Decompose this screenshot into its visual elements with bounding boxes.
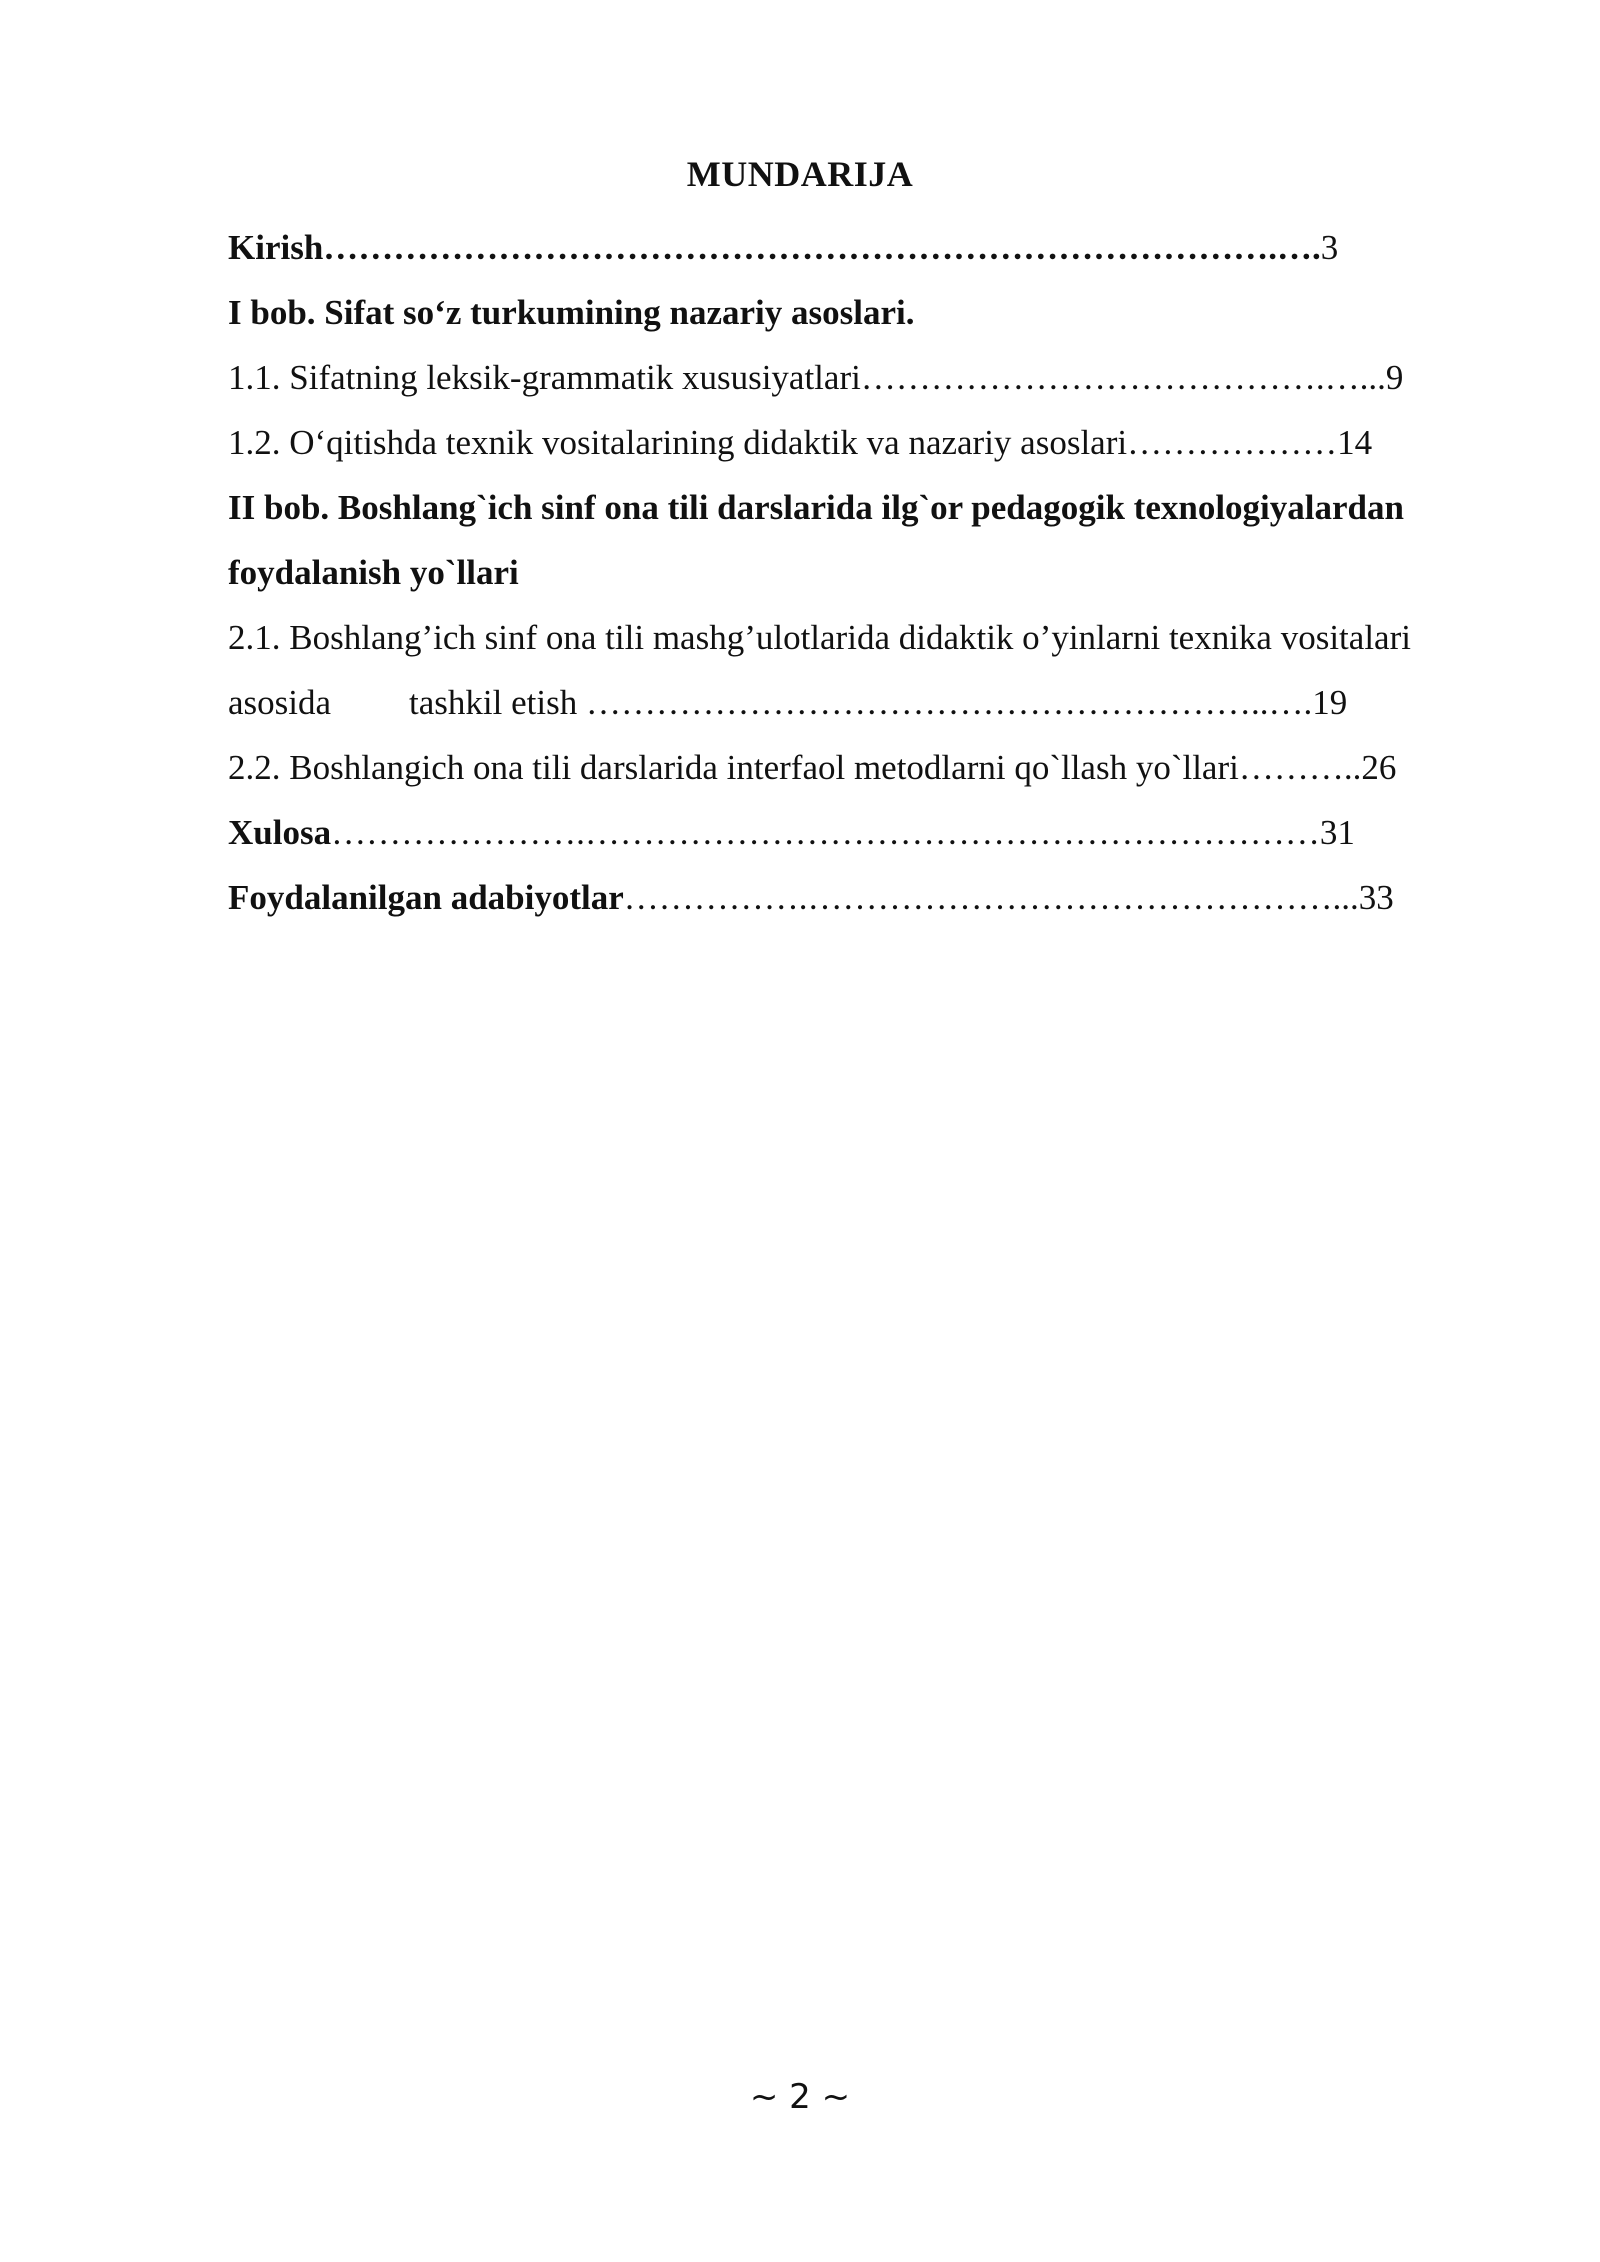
toc-label: Foydalanilgan adabiyotlar: [228, 878, 624, 917]
toc-label: I bob. Sifat so‘z turkumining nazariy asoslari.: [228, 293, 915, 332]
toc-leader-dots: ………..: [1238, 748, 1362, 787]
toc-leader-dots: …………………………………………………..….: [585, 683, 1313, 722]
toc-page-number: 14: [1337, 423, 1373, 462]
page-footer-number: ~ 2 ~: [749, 2077, 851, 2117]
toc-page-number: 26: [1361, 748, 1397, 787]
table-of-contents: [228, 215, 1488, 930]
toc-label: tashkil etish: [409, 683, 586, 722]
toc-label: Kirish: [228, 228, 324, 267]
toc-page-number: 31: [1319, 813, 1355, 852]
toc-label: 1.2. O‘qitishda texnik vositalarining didaktik va nazariy asoslari: [228, 423, 1128, 462]
toc-entry-2-1: [228, 605, 1488, 670]
toc-label: foydalanish yo`llari: [228, 553, 519, 592]
toc-chapter-2-heading: [228, 475, 1488, 540]
toc-label: 1.1. Sifatning leksik-grammatik xususiyatlari: [228, 358, 861, 397]
toc-entry-1-1: [228, 345, 1488, 410]
toc-leader-dots: ………………….………………………………………………………: [331, 813, 1320, 852]
page-title: MUNDARIJA: [686, 154, 914, 194]
toc-page-number: 3: [1320, 228, 1339, 267]
toc-entry-adabiyotlar: [228, 865, 1488, 930]
toc-page-number: 9: [1385, 358, 1404, 397]
toc-chapter-1-heading: [228, 280, 1488, 345]
toc-leader-dots: ………………: [1127, 423, 1338, 462]
toc-page-number: 19: [1312, 683, 1348, 722]
toc-leader-dots: …………….………………………………………...: [623, 878, 1359, 917]
toc-chapter-2-heading-cont: [228, 540, 1488, 605]
toc-label: 2.1. Boshlang’ich sinf ona tili mashg’ulotlarida didaktik o’yinlarni texnika vositalari: [228, 618, 1411, 657]
toc-entry-2-2: [228, 735, 1488, 800]
toc-entry-kirish: [228, 215, 1488, 280]
toc-entry-1-2: [228, 410, 1488, 475]
toc-entry-xulosa: [228, 800, 1488, 865]
toc-entry-2-1-cont: [228, 670, 1488, 735]
toc-label: asosida: [228, 683, 332, 722]
toc-label: 2.2. Boshlangich ona tili darslarida interfaol metodlarni qo`llash yo`llari: [228, 748, 1239, 787]
toc-leader-dots: ………………………………….…...: [860, 358, 1386, 397]
toc-label: II bob. Boshlang`ich sinf ona tili darslarida ilg`or pedagogik texnologiyalardan: [228, 488, 1404, 527]
toc-label: Xulosa: [228, 813, 332, 852]
toc-page-number: 33: [1358, 878, 1394, 917]
toc-leader-dots: ……………………………………………………………………….….: [323, 228, 1321, 267]
